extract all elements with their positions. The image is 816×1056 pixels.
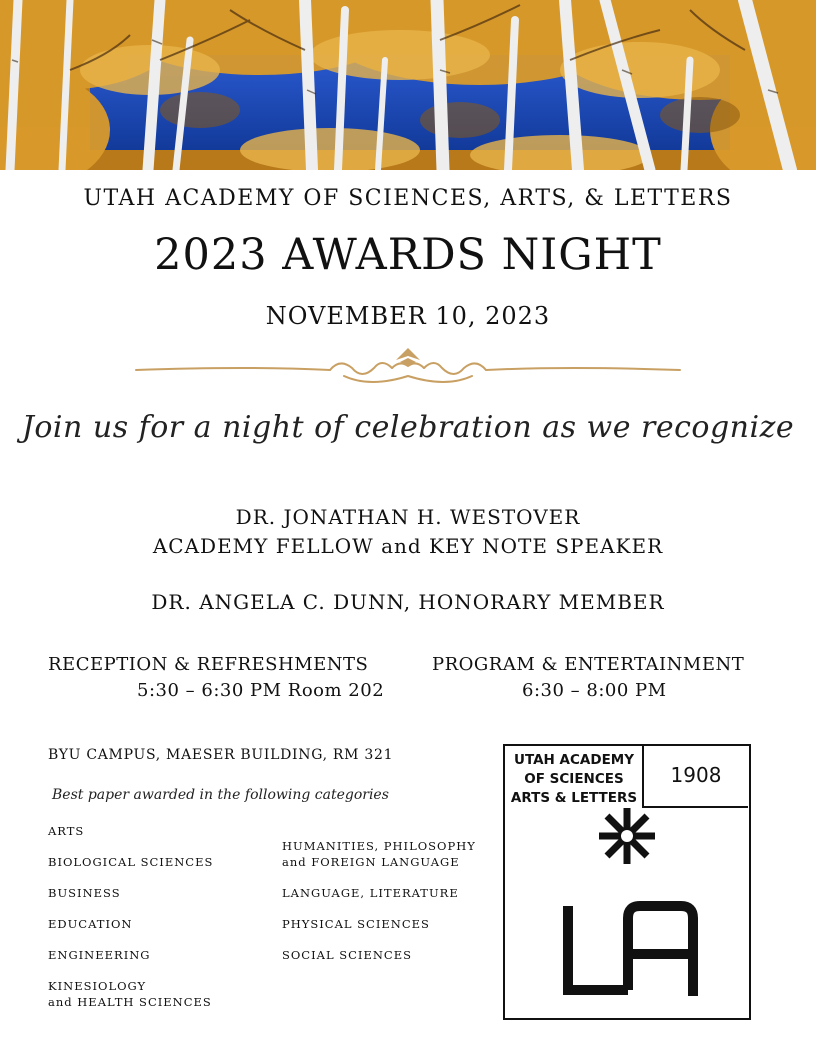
event-date: NOVEMBER 10, 2023 [265,302,551,330]
venue-location: BYU CAMPUS, MAESER BUILDING, RM 321 [48,747,394,763]
category-item [48,947,151,963]
category-label: BIOLOGICAL SCIENCES [48,855,214,869]
logo-academy-name [505,746,643,808]
invitation-script-line: Join us for a night of celebration as we recognize [21,410,795,445]
category-item [48,854,213,870]
category-item [48,823,84,839]
category-item [282,916,430,932]
gold-flourish-divider [130,346,686,388]
honoree-name-westover: DR. JONATHAN H. WESTOVER [235,505,581,529]
reception-label: RECEPTION & REFRESHMENTS [48,654,369,675]
category-item [48,978,212,1010]
program-time: 6:30 – 8:00 PM [522,680,667,701]
category-item [282,885,459,901]
logo-name-line: OF SCIENCES [524,771,624,787]
category-label: SOCIAL SCIENCES [282,948,412,962]
category-label: ENGINEERING [48,948,151,962]
category-label: KINESIOLOGY [48,979,147,993]
category-label: EDUCATION [48,917,133,931]
category-label: BUSINESS [48,886,121,900]
logo-name-line: UTAH ACADEMY [513,752,634,768]
academy-logo [503,744,751,1020]
honoree-role-westover: ACADEMY FELLOW and KEY NOTE SPEAKER [152,534,664,558]
category-item [282,947,412,963]
program-label: PROGRAM & ENTERTAINMENT [432,654,745,675]
category-item [48,916,133,932]
category-label: HUMANITIES, PHILOSOPHY [282,839,476,853]
category-item [48,885,121,901]
logo-founding-year: 1908 [642,746,748,808]
category-label: PHYSICAL SCIENCES [282,917,430,931]
reception-time: 5:30 – 6:30 PM Room 202 [137,680,385,701]
honoree-dunn: DR. ANGELA C. DUNN, HONORARY MEMBER [151,590,665,614]
category-label-line2: and HEALTH SCIENCES [48,995,212,1009]
category-label: ARTS [48,824,85,838]
category-label-line2: and FOREIGN LANGUAGE [282,855,460,869]
categories-intro: Best paper awarded in the following categories [52,787,389,803]
logo-monogram-ua [505,808,748,1018]
event-title: 2023 AWARDS NIGHT [154,230,662,280]
logo-name-line: ARTS & LETTERS [510,790,638,806]
header-banner-photo [0,0,816,170]
category-item [282,838,476,870]
category-label: LANGUAGE, LITERATURE [282,886,459,900]
academy-name-heading: UTAH ACADEMY OF SCIENCES, ARTS, & LETTERS [83,186,733,211]
